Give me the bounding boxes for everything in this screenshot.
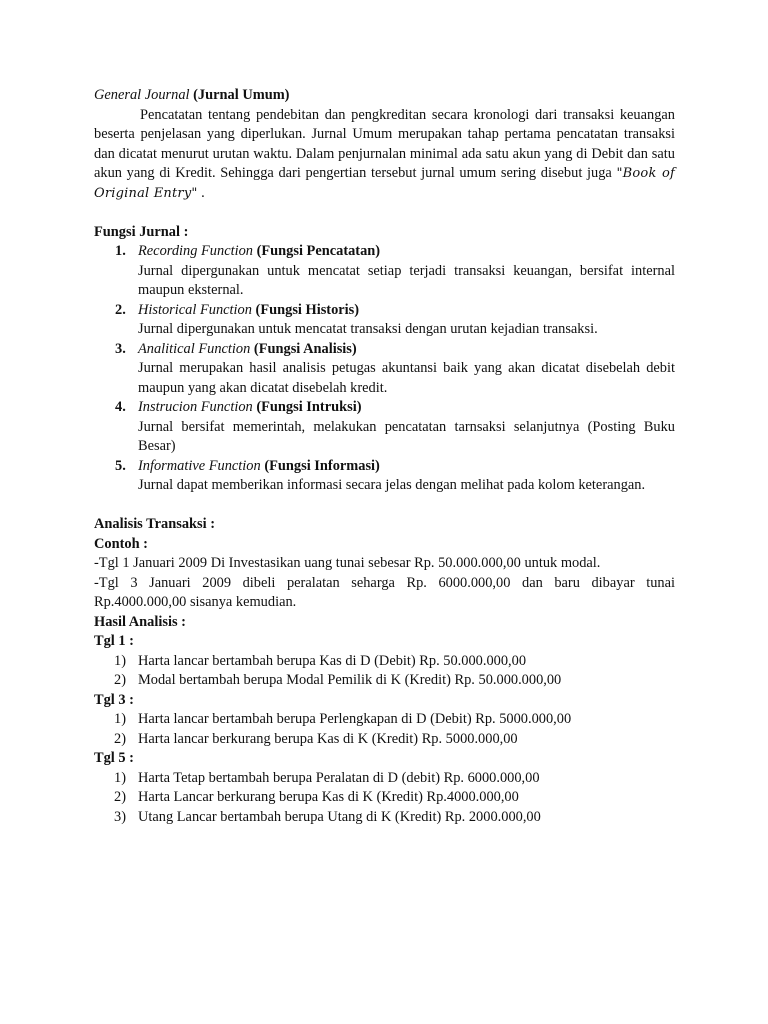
item-number: 3.: [115, 340, 126, 357]
item-number: 1): [114, 652, 126, 669]
title-indonesian: (Jurnal Umum): [193, 87, 290, 103]
function-description: Jurnal dipergunakan untuk mencatat transaksi dengan urutan kejadian transaksi.: [138, 321, 598, 337]
fungsi-item: [94, 457, 675, 496]
analysis-text: Harta Lancar berkurang berupa Kas di K (Kredit) Rp.4000.000,00: [138, 789, 519, 805]
analysis-item: [94, 652, 675, 672]
analysis-text: Harta lancar bertambah berupa Kas di D (Debit) Rp. 50.000.000,00: [138, 652, 527, 669]
function-description: Jurnal dapat memberikan informasi secara jelas dengan melihat pada kolom keterangan.: [138, 477, 646, 493]
fungsi-heading-text: Fungsi Jurnal :: [94, 223, 189, 240]
analysis-text: Modal bertambah berupa Modal Pemilik di K (Kredit) Rp. 50.000.000,00: [138, 672, 562, 688]
fungsi-heading: [94, 223, 675, 243]
contoh-label: [94, 535, 675, 555]
definition-paragraph: [94, 106, 675, 204]
item-number: 4.: [115, 399, 126, 415]
item-number: 1.: [115, 243, 126, 259]
title-english: General Journal: [94, 87, 190, 103]
book-of-original-entry-quote: "Book of Original Entry": [94, 166, 675, 201]
function-title: [138, 398, 675, 418]
item-number: 1): [114, 769, 126, 786]
item-number: 2): [114, 672, 126, 688]
analisis-heading-text: Analisis Transaksi :: [94, 516, 216, 532]
function-description: Jurnal merupakan hasil analisis petugas akuntansi baik yang akan dicatat disebelah debit maupun yang akan dicatat disebelah kredit.: [138, 360, 675, 396]
function-title: [138, 301, 675, 321]
item-number: 5.: [115, 457, 126, 474]
fungsi-item: [94, 242, 675, 301]
analysis-item: [94, 671, 675, 691]
function-description: Jurnal dipergunakan untuk mencatat setiap terjadi transaksi keuangan, bersifat internal maupun eksternal.: [138, 262, 675, 298]
analysis-text: Harta Tetap bertambah berupa Peralatan di D (debit) Rp. 6000.000,00: [138, 769, 540, 786]
analysis-item: [94, 769, 675, 789]
analysis-item: [94, 710, 675, 730]
definition-period: .: [201, 184, 205, 201]
analysis-item: [94, 730, 675, 750]
analysis-text: Harta lancar bertambah berupa Perlengkapan di D (Debit) Rp. 5000.000,00: [138, 711, 572, 727]
analysis-text: Utang Lancar bertambah berupa Utang di K (Kredit) Rp. 2000.000,00: [138, 808, 541, 825]
item-number: 1): [114, 711, 126, 727]
date-group-label: [94, 632, 675, 652]
function-name-indonesian: (Fungsi Intruksi): [256, 399, 362, 415]
function-name-english: Informative Function: [138, 457, 261, 474]
hasil-analisis-label: [94, 613, 675, 633]
function-title: [138, 242, 675, 262]
analysis-item: [94, 808, 675, 828]
function-title: [138, 457, 675, 477]
fungsi-item: [94, 301, 675, 340]
function-description: Jurnal bersifat memerintah, melakukan pencatatan tarnsaksi selanjutnya (Posting Buku Besar): [138, 418, 675, 454]
function-name-english: Instrucion Function: [138, 399, 253, 415]
date-group-label: [94, 749, 675, 769]
document-page: [94, 86, 675, 827]
function-name-english: Recording Function: [138, 243, 253, 259]
function-name-indonesian: (Fungsi Pencatatan): [256, 243, 381, 259]
item-number: 2): [114, 730, 126, 747]
date-group-label-text: Tgl 1 :: [94, 633, 134, 649]
analysis-item: [94, 788, 675, 808]
date-group-label-text: Tgl 5 :: [94, 750, 134, 766]
analisis-heading: [94, 515, 675, 535]
function-name-english: Analitical Function: [138, 340, 251, 357]
contoh-line: -Tgl 1 Januari 2009 Di Investasikan uang tunai sebesar Rp. 50.000.000,00 untuk modal.: [94, 555, 601, 571]
fungsi-item: [94, 340, 675, 399]
spacer: [94, 203, 675, 223]
section-title-general-journal: [94, 86, 675, 106]
function-name-english: Historical Function: [138, 301, 252, 318]
contoh-label-text: Contoh :: [94, 535, 148, 552]
fungsi-list: [94, 242, 675, 496]
function-title: [138, 340, 675, 360]
date-group-label: [94, 691, 675, 711]
function-name-indonesian: (Fungsi Analisis): [253, 340, 357, 357]
analysis-text: Harta lancar berkurang berupa Kas di K (Kredit) Rp. 5000.000,00: [138, 730, 518, 747]
item-number: 3): [114, 808, 126, 825]
item-number: 2): [114, 789, 126, 805]
function-name-indonesian: (Fungsi Historis): [255, 301, 360, 318]
item-number: 2.: [115, 301, 126, 318]
hasil-analisis-label-text: Hasil Analisis :: [94, 613, 186, 630]
contoh-line: -Tgl 3 Januari 2009 dibeli peralatan seharga Rp. 6000.000,00 dan baru dibayar tunai Rp.4000.000,00 sisanya kemudian.: [94, 574, 675, 610]
spacer: [94, 496, 675, 516]
definition-text: Pencatatan tentang pendebitan dan pengkreditan secara kronologi dari transaksi keuangan beserta penjelasan yang diperlukan. Jurnal Umum merupakan tahap pertama pencatatan transaksi dan dicatat menurut urutan waktu. Dalam penjurnalan minimal ada satu akun yang di Debit dan satu akun yang di Kredit. Sehingga dari pengertian tersebut jurnal umum sering disebut juga: [94, 106, 675, 181]
date-group-label-text: Tgl 3 :: [94, 691, 134, 708]
function-name-indonesian: (Fungsi Informasi): [264, 457, 380, 474]
fungsi-item: [94, 398, 675, 457]
